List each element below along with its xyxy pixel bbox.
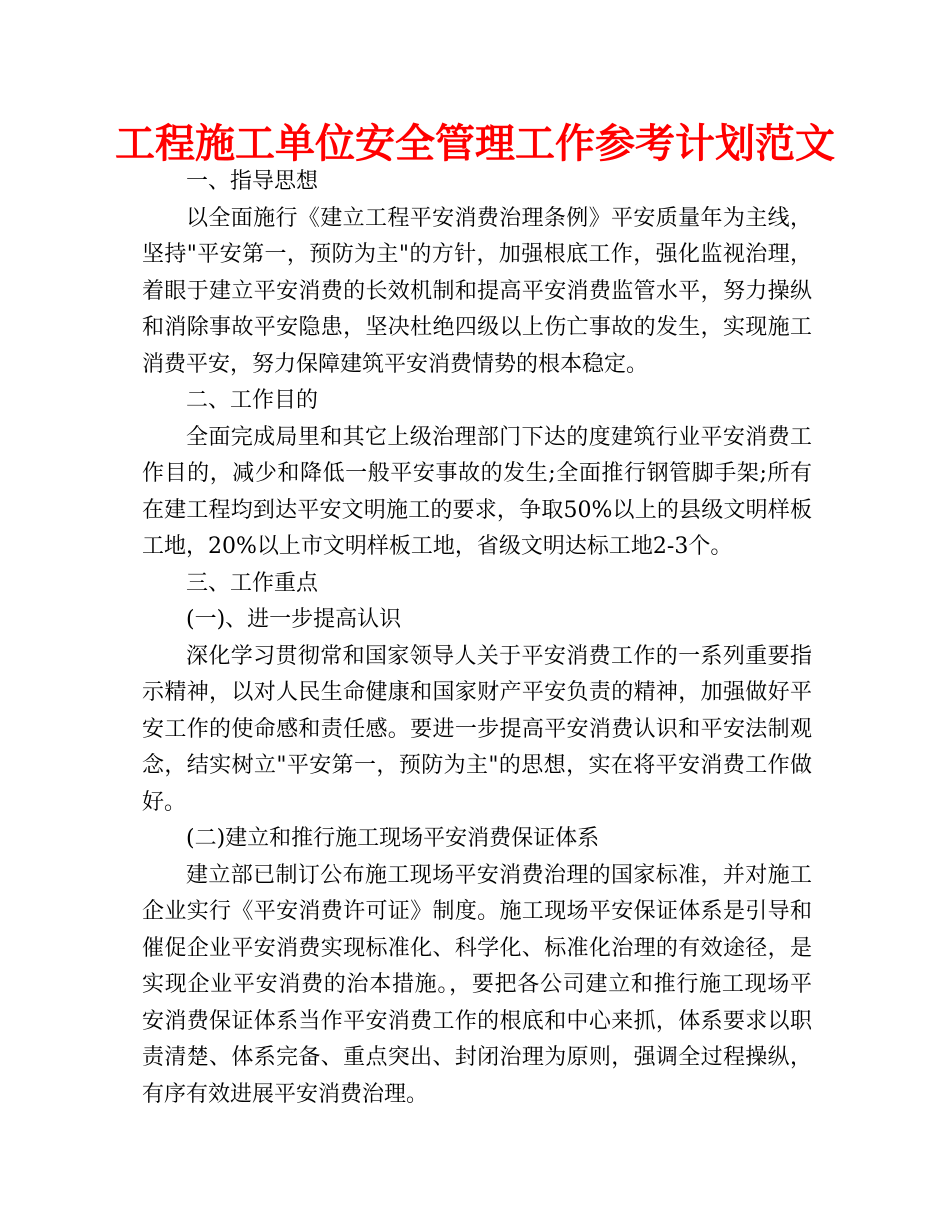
document-body xyxy=(142,164,812,1113)
subheading-safety-guarantee-system: (二)建立和推行施工现场平安消费保证体系 xyxy=(186,826,600,851)
paragraph-work-objectives: 全面完成局里和其它上级治理部门下达的度建筑行业平安消费工作目的，减少和降低一般平安事故的发生;全面推行钢管脚手架;所有在建工程均到达平安文明施工的要求，争取50%以上的县级文明样板工地，20%以上市文明样板工地，省级文明达标工地2-3个。 xyxy=(142,424,812,559)
paragraph-guiding-ideology: 以全面施行《建立工程平安消费治理条例》平安质量年为主线，坚持"平安第一，预防为主"的方针，加强根底工作，强化监视治理，着眼于建立平安消费的长效机制和提高平安消费监管水平，努力操纵和消除事故平安隐患，坚决杜绝四级以上伤亡事故的发生，实现施工消费平安，努力保障建筑平安消费情势的根本稳定。 xyxy=(142,205,812,377)
document-title: 工程施工单位安全管理工作参考计划范文 xyxy=(115,120,835,167)
paragraph-improve-awareness: 深化学习贯彻常和国家领导人关于平安消费工作的一系列重要指示精神，以对人民生命健康和国家财产平安负责的精神，加强做好平安工作的使命感和责任感。要进一步提高平安消费认识和平安法制观念，结实树立"平安第一，预防为主"的思想，实在将平安消费工作做好。 xyxy=(142,643,812,815)
paragraph-safety-guarantee-system: 建立部已制订公布施工现场平安消费治理的国家标准，并对施工企业实行《平安消费许可证》制度。施工现场平安保证体系是引导和催促企业平安消费实现标准化、科学化、标准化治理的有效途径，是实现企业平安消费的治本措施。，要把各公司建立和推行施工现场平安消费保证体系当作平安消费工作的根底和中心来抓，体系要求以职责清楚、体系完备、重点突出、封闭治理为原则，强调全过程操纵，有序有效进展平安消费治理。 xyxy=(142,862,812,1107)
subheading-improve-awareness: (一)、进一步提高认识 xyxy=(186,607,402,632)
section-heading-work-focus: 三、工作重点 xyxy=(186,570,319,596)
section-heading-work-objectives: 二、工作目的 xyxy=(186,388,319,413)
section-heading-guiding-ideology: 一、指导思想 xyxy=(186,169,319,194)
